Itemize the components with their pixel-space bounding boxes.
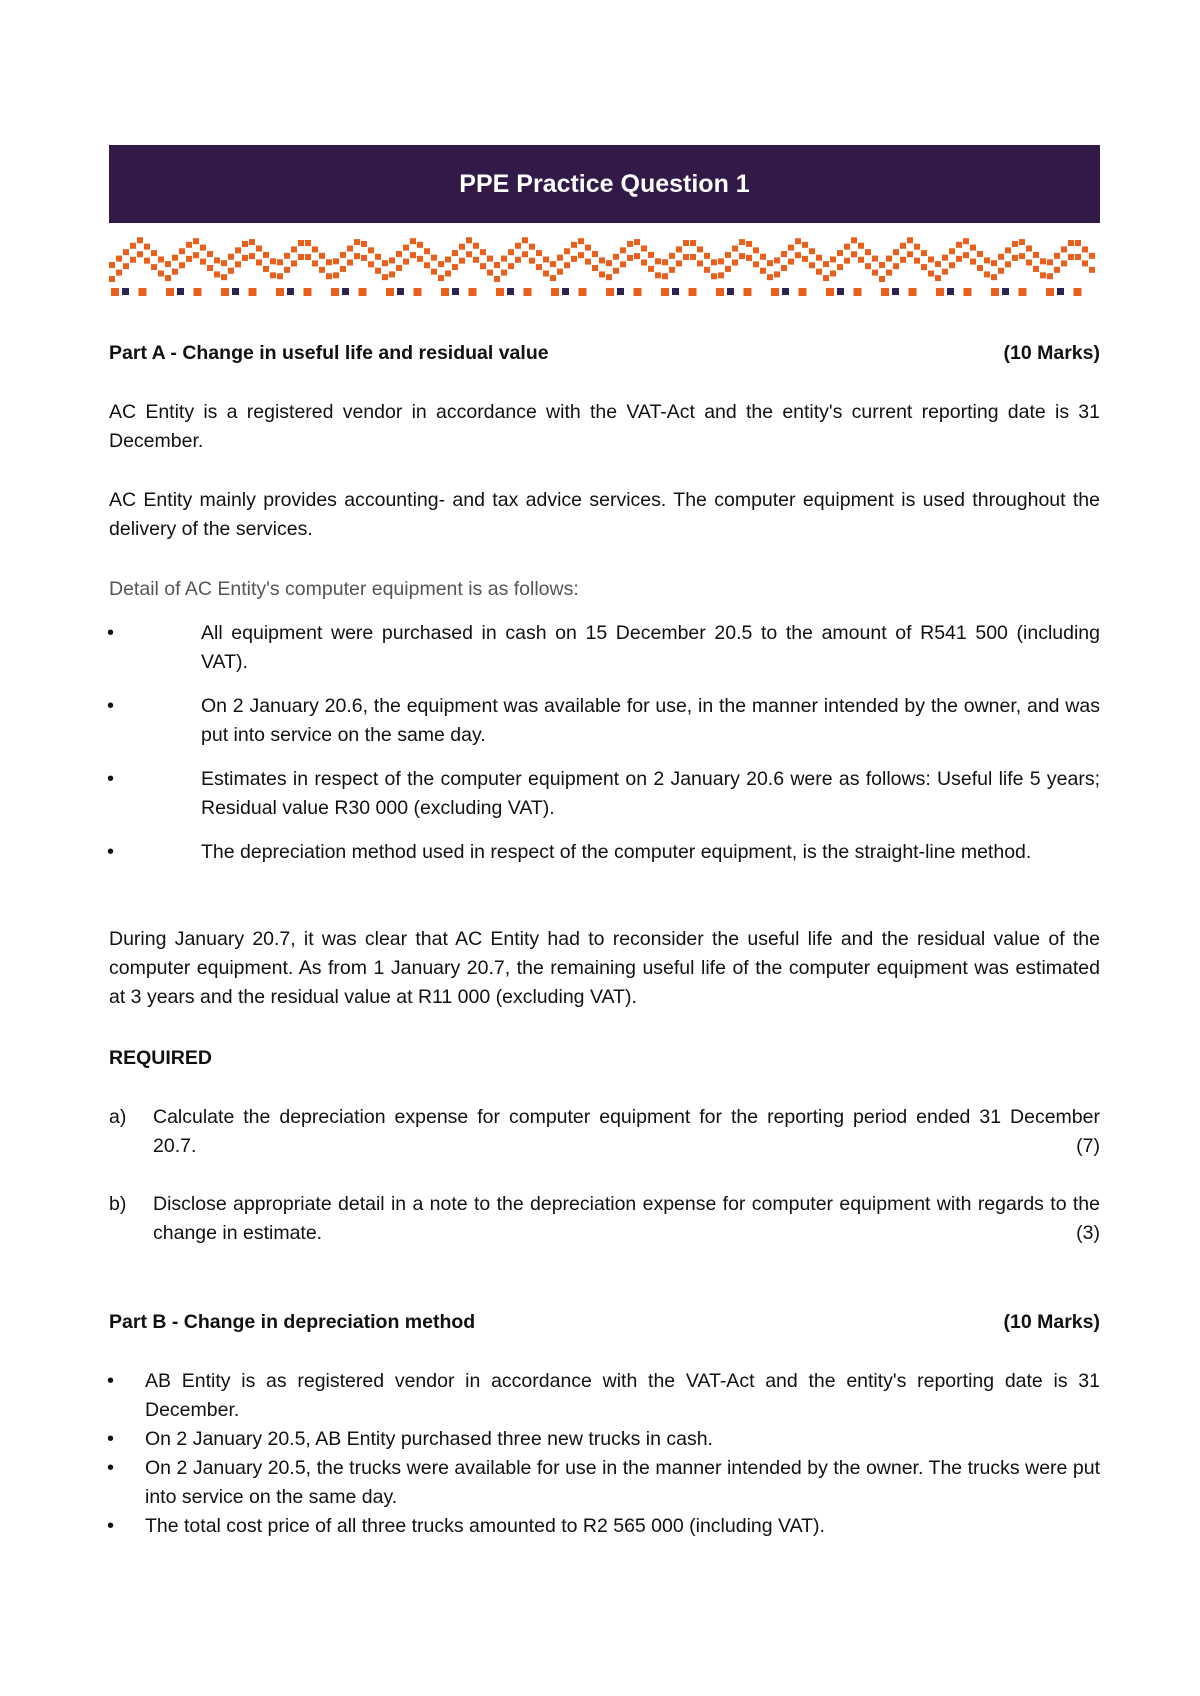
required-item-a-marks: (7): [1076, 1135, 1100, 1157]
bullet-icon: •: [107, 1428, 115, 1450]
part-b-bullet-2: On 2 January 20.5, AB Entity purchased three new trucks in cash.: [145, 1428, 713, 1450]
part-a-marks: (10 Marks): [1003, 342, 1100, 364]
part-a-bullet-4: The depreciation method used in respect of the computer equipment, is the straight-line method.: [201, 841, 1032, 863]
required-label: REQUIRED: [109, 1047, 212, 1069]
part-b-marks: (10 Marks): [1003, 1311, 1100, 1333]
document-title: PPE Practice Question 1: [459, 169, 750, 198]
part-b-bullet-4: The total cost price of all three trucks amounted to R2 565 000 (including VAT).: [145, 1515, 825, 1537]
part-b-bullet-1: AB Entity is as registered vendor in accordance with the VAT-Act and the entity's reporting date is 31 December.: [145, 1370, 1100, 1421]
part-a-heading: Part A - Change in useful life and residual value: [109, 342, 549, 364]
part-a-bullet-3: Estimates in respect of the computer equipment on 2 January 20.6 were as follows: Useful life 5 years; Residual value R30 000 (excluding VAT).: [201, 768, 1100, 819]
part-a-bullet-2: On 2 January 20.6, the equipment was available for use, in the manner intended by the owner, and was put into service on the same day.: [201, 695, 1100, 746]
bullet-icon: •: [107, 768, 115, 790]
required-item-b: [109, 1190, 1100, 1248]
part-a-detail-intro: Detail of AC Entity's computer equipment is as follows:: [109, 578, 579, 600]
part-b-bullet-3: On 2 January 20.5, the trucks were available for use in the manner intended by the owner. The trucks were put into service on the same day.: [145, 1457, 1100, 1508]
required-item-a-label: a): [109, 1106, 127, 1128]
required-item-a: [109, 1103, 1100, 1161]
title-banner: [109, 145, 1100, 223]
part-a-paragraph-1: AC Entity is a registered vendor in accordance with the VAT-Act and the entity's current reporting date is 31 December.: [109, 401, 1100, 452]
bullet-icon: •: [107, 841, 115, 863]
bullet-icon: •: [107, 622, 115, 644]
required-item-b-label: b): [109, 1193, 127, 1215]
part-a-paragraph-2: AC Entity mainly provides accounting- and tax advice services. The computer equipment is used throughout the delivery of the services.: [109, 489, 1100, 540]
bullet-icon: •: [107, 1515, 115, 1537]
part-a-paragraph-3: During January 20.7, it was clear that AC Entity had to reconsider the useful life and the residual value of the computer equipment. As from 1 January 20.7, the remaining useful life of the computer equipment was estimated at 3 years and the residual value at R11 000 (excluding VAT).: [109, 928, 1100, 1008]
bullet-icon: •: [107, 1457, 115, 1479]
bullet-icon: •: [107, 695, 115, 717]
part-b-heading: Part B - Change in depreciation method: [109, 1311, 476, 1333]
part-b-heading-row: [109, 1308, 1100, 1337]
part-a-bullet-1: All equipment were purchased in cash on 15 December 20.5 to the amount of R541 500 (including VAT).: [201, 622, 1100, 673]
part-a-heading-row: [109, 339, 1100, 368]
required-item-b-marks: (3): [1076, 1222, 1100, 1244]
decorative-pattern: [109, 230, 1100, 300]
required-item-a-text: Calculate the depreciation expense for computer equipment for the reporting period ended 31 December 20.7.: [153, 1106, 1100, 1157]
required-item-b-text: Disclose appropriate detail in a note to the depreciation expense for computer equipment with regards to the change in estimate.: [153, 1193, 1100, 1244]
bullet-icon: •: [107, 1370, 115, 1392]
